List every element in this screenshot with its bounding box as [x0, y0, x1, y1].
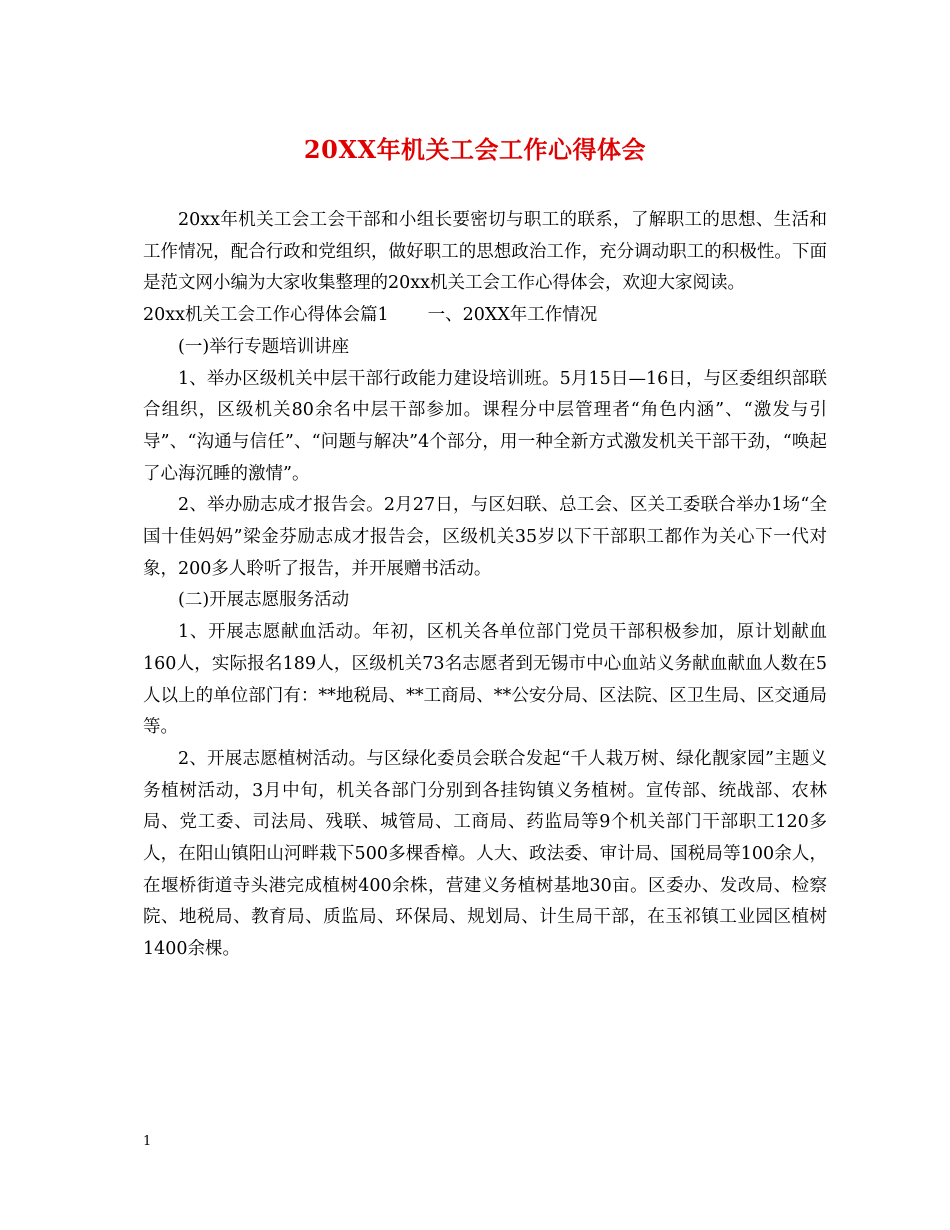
article-heading-line — [143, 300, 827, 332]
document-title: 20XX年机关工会工作心得体会 — [303, 135, 647, 164]
document-body — [143, 205, 827, 966]
intro-paragraph: 20xx年机关工会工会干部和小组长要密切与职工的联系，了解职工的思想、生活和工作情况，配合行政和党组织，做好职工的思想政治工作，充分调动职工的积极性。下面是范文网小编为大家收集整理的20xx机关工会工作心得体会，欢迎大家阅读。 — [143, 210, 827, 294]
subsection-heading-1: (一)举行专题培训讲座 — [178, 336, 350, 357]
subsection-heading-2: (二)开展志愿服务活动 — [178, 590, 350, 611]
subsection-2-paragraph-2: 2、开展志愿植树活动。与区绿化委员会联合发起“千人栽万树、绿化靓家园”主题义务植树活动，3月中旬，机关各部门分别到各挂钩镇义务植树。宣传部、统战部、农林局、党工委、司法局、残联、城管局、工商局、药监局等9个机关部门干部职工120多人，在阳山镇阳山河畔栽下500多棵香樟。人大、政法委、审计局、国税局等100余人，在堰桥街道寺头港完成植树400余株，营建义务植树基地30亩。区委办、发改局、检察院、地税局、教育局、质监局、环保局、规划局、计生局干部，在玉祁镇工业园区植树1400余棵。 — [143, 748, 827, 960]
article-heading: 20xx机关工会工作心得体会篇1 — [143, 305, 389, 326]
subsection-1-paragraph-1: 1、举办区级机关中层干部行政能力建设培训班。5月15日—16日，与区委组织部联合组织，区级机关80余名中层干部参加。课程分中层管理者“角色内涵”、“激发与引导”、“沟通与信任”、“问题与解决”4个部分，用一种全新方式激发机关干部干劲，“唤起了心海沉睡的激情”。 — [143, 368, 827, 484]
page-number: 1 — [143, 1134, 152, 1149]
subsection-1-paragraph-2: 2、举办励志成才报告会。2月27日，与区妇联、总工会、区关工委联合举办1场“全国十佳妈妈”梁金芬励志成才报告会，区级机关35岁以下干部职工都作为关心下一代对象，200多人聆听了报告，并开展赠书活动。 — [143, 495, 827, 579]
section-heading: 一、20XX年工作情况 — [427, 305, 598, 326]
subsection-2-paragraph-1: 1、开展志愿献血活动。年初，区机关各单位部门党员干部积极参加，原计划献血160人，实际报名189人，区级机关73名志愿者到无锡市中心血站义务献血献血人数在5人以上的单位部门有：**地税局、**工商局、**公安分局、区法院、区卫生局、区交通局等。 — [143, 622, 827, 738]
